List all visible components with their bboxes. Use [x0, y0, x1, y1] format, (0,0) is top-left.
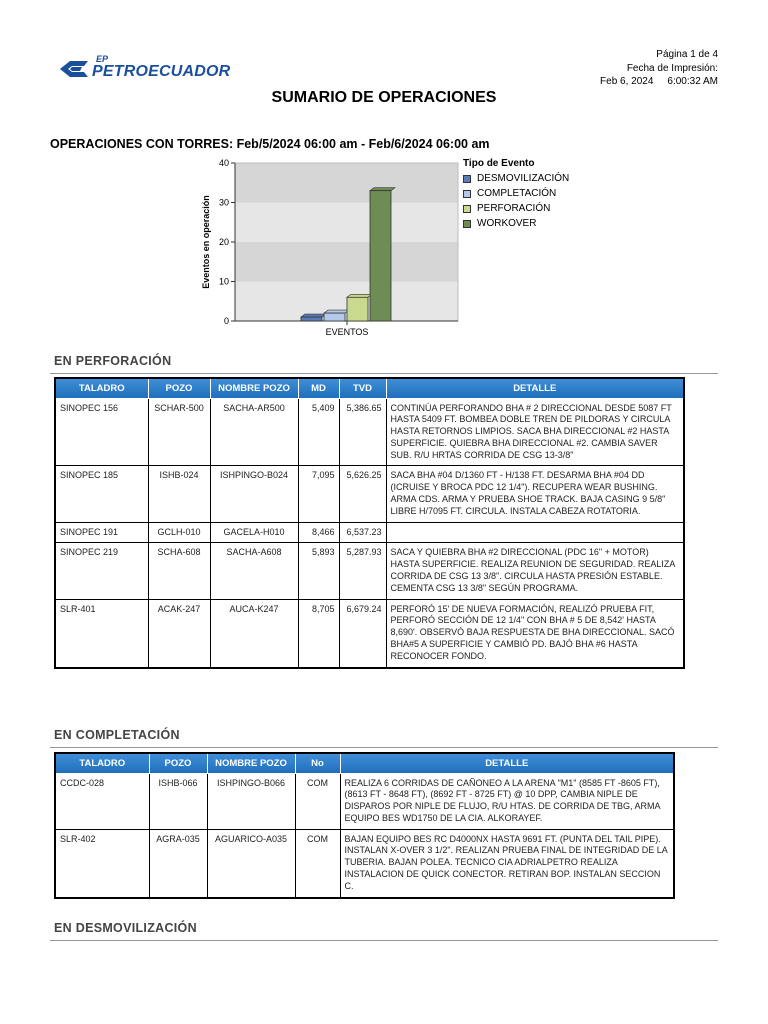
logo-icon [58, 58, 92, 80]
table-cell: 5,287.93 [339, 543, 386, 599]
table-cell: PERFORÓ 15' DE NUEVA FORMACIÓN, REALIZÓ PRUEBA FIT, PERFORÓ SECCIÓN DE 12 1/4" CON BHA # 5 DE 8,542' HASTA 8,690'. OBSERVÓ BAJA RESPUESTA DE BHA DIRECCIONAL. SACÓ BHA#5 A SUPERFICIE Y CAMBIÓ PD. BAJÓ BHA #6 HASTA RECONOCER FONDO. [386, 599, 684, 667]
table-row [55, 599, 684, 667]
chart-legend [463, 156, 569, 231]
section-divider [50, 747, 718, 748]
bar-top [324, 310, 349, 313]
bar-top [347, 294, 372, 297]
y-axis-label: Eventos en operación [201, 195, 211, 289]
y-tick-label: 10 [218, 276, 229, 287]
table-cell: COM [295, 829, 340, 897]
legend-item [463, 171, 569, 186]
petroecuador-logo [58, 54, 268, 86]
page-title: SUMARIO DE OPERACIONES [271, 89, 497, 106]
print-time: 6:00:32 AM [667, 76, 718, 87]
table-cell: SACHA-AR500 [210, 398, 298, 466]
table-cell: SINOPEC 191 [55, 522, 148, 543]
table-cell: 5,409 [298, 398, 339, 466]
print-info [600, 48, 718, 89]
column-header: POZO [148, 378, 210, 398]
table-cell: SACHA-A608 [210, 543, 298, 599]
table-cell [386, 522, 684, 543]
table-cell: 5,386.65 [339, 398, 386, 466]
events-chart-svg [195, 155, 465, 345]
bar-top [370, 188, 395, 191]
bar-2 [347, 297, 368, 321]
table-cell: SCHAR-500 [148, 398, 210, 466]
column-header: TALADRO [55, 753, 149, 773]
y-tick-label: 40 [218, 158, 229, 168]
table-cell: SCHA-608 [148, 543, 210, 599]
legend-label: WORKOVER [477, 218, 537, 229]
table-cell: 5,893 [298, 543, 339, 599]
table-cell: COM [295, 773, 340, 829]
column-header: NOMBRE POZO [207, 753, 295, 773]
page-number: Página 1 de 4 [656, 49, 718, 60]
table-cell: AGRA-035 [149, 829, 207, 897]
table-cell: SLR-402 [55, 829, 149, 897]
table-cell: 8,466 [298, 522, 339, 543]
legend-item [463, 216, 569, 231]
column-header: NOMBRE POZO [210, 378, 298, 398]
legend-item [463, 201, 569, 216]
table-cell: CONTINÚA PERFORANDO BHA # 2 DIRECCIONAL DESDE 5087 FT HASTA 5409 FT. BOMBEA DOBLE TREN DE PILDORAS Y CIRCULA HASTA RETORNOS LIMPIOS. SACA BHA DIRECCIONAL #2 HASTA SUPERFICIE. QUIEBRA BHA DIRECCIONAL #2. CAMBIA SAVER SUB. R/U HRTAS CORRIDA DE CSG 13-3/8" [386, 398, 684, 466]
legend-swatch [463, 205, 471, 213]
logo-name: PETROECUADOR [92, 63, 231, 80]
y-tick-label: 20 [218, 237, 229, 247]
legend-swatch [463, 220, 471, 228]
table-row [55, 466, 684, 522]
bar-3 [370, 191, 391, 321]
plot-band [235, 242, 458, 282]
operations-title: OPERACIONES CON TORRES: Feb/5/2024 06:00 am - Feb/6/2024 06:00 am [50, 137, 490, 151]
legend-label: COMPLETACIÓN [477, 188, 557, 199]
logo-prefix: EP [96, 54, 109, 64]
plot-band [235, 163, 458, 203]
section-desmovilizacion-title: EN DESMOVILIZACIÓN [54, 921, 197, 935]
table-cell: 6,679.24 [339, 599, 386, 667]
y-tick-label: 0 [223, 316, 229, 326]
print-label: Fecha de Impresión: [626, 62, 718, 74]
table-cell: SINOPEC 219 [55, 543, 148, 599]
table-cell: 6,537.23 [339, 522, 386, 543]
table-cell: ISHPINGO-B066 [207, 773, 295, 829]
legend-title: Tipo de Evento [463, 158, 535, 169]
table-cell: 5,626.25 [339, 466, 386, 522]
table-cell: REALIZA 6 CORRIDAS DE CAÑONEO A LA ARENA "M1" (8585 FT -8605 FT), (8613 FT - 8648 FT), (8692 FT - 8725 FT) @ 10 DPP, CAMBIA NIPLE DE DISPAROS POR NIPLE DE FLUJO, R/U HTAS. DE CORRIDA DE TBG, ARMA EQUIPO BES WD1750 DE LA CIA. ALKORAYEF. [340, 773, 674, 829]
table-cell: SACA BHA #04 D/1360 FT - H/138 FT. DESARMA BHA #04 DD (ICRUISE Y BROCA PDC 12 1/4"). RECUPERA WEAR BUSHING. ARMA CDS. ARMA Y PRUEBA SHOE TRACK. BAJA CASING 9 5/8" LIBRE H/7095 FT. CIRCULA. INSTALA CABEZA ROTATORIA. [386, 466, 684, 522]
table-row [55, 543, 684, 599]
table-cell: SACA Y QUIEBRA BHA #2 DIRECCIONAL (PDC 16" + MOTOR) HASTA SUPERFICIE. REALIZA REUNION DE SEGURIDAD. REALIZA CORRIDA DE CSG 13 3/8". CIRCULA HASTA PRESIÓN ESTABLE. CEMENTA CSG 13 3/8" SEGÚN PROGRAMA. [386, 543, 684, 599]
x-category-label: EVENTOS [325, 327, 369, 337]
table-cell: SINOPEC 156 [55, 398, 148, 466]
table-cell: SLR-401 [55, 599, 148, 667]
column-header: POZO [149, 753, 207, 773]
table-row [55, 829, 674, 897]
table-cell: 8,705 [298, 599, 339, 667]
table-cell: ISHPINGO-B024 [210, 466, 298, 522]
completacion-table [54, 752, 675, 899]
legend-label: PERFORACIÓN [477, 203, 551, 214]
print-date: Feb 6, 2024 [600, 76, 654, 87]
table-cell: ISHB-024 [148, 466, 210, 522]
plot-band [235, 203, 458, 243]
column-header: MD [298, 378, 339, 398]
events-chart [195, 155, 595, 345]
column-header: No [295, 753, 340, 773]
legend-item [463, 186, 569, 201]
legend-swatch [463, 190, 471, 198]
legend-swatch [463, 175, 471, 183]
table-cell: GACELA-H010 [210, 522, 298, 543]
section-completacion-title: EN COMPLETACIÓN [54, 728, 180, 742]
table-cell: AUCA-K247 [210, 599, 298, 667]
table-cell: CCDC-028 [55, 773, 149, 829]
bar-0 [301, 317, 322, 321]
y-tick-label: 30 [218, 197, 229, 208]
plot-band [235, 282, 458, 322]
section-divider [50, 373, 718, 374]
section-divider [50, 940, 718, 941]
table-cell: ISHB-066 [149, 773, 207, 829]
legend-label: DESMOVILIZACIÓN [477, 173, 570, 184]
table-cell: ACAK-247 [148, 599, 210, 667]
section-perforacion-title: EN PERFORACIÓN [54, 354, 172, 368]
table-row [55, 398, 684, 466]
bar-top [301, 314, 326, 317]
column-header: DETALLE [386, 378, 684, 398]
bar-1 [324, 313, 345, 321]
print-datetime [600, 75, 718, 89]
table-cell: AGUARICO-A035 [207, 829, 295, 897]
column-header: DETALLE [340, 753, 674, 773]
table-cell: 7,095 [298, 466, 339, 522]
column-header: TVD [339, 378, 386, 398]
table-cell: BAJAN EQUIPO BES RC D4000NX HASTA 9691 FT. (PUNTA DEL TAIL PIPE). INSTALAN X-OVER 3 1/2". REALIZAN PRUEBA FINAL DE INTEGRIDAD DE LA TUBERIA. BAJAN POLEA. TECNICO CIA ADRIALPETRO REALIZA INSTALACION DE QUICK CONECTOR. RETIRAN BOP. INSTALAN SECCION C. [340, 829, 674, 897]
table-row [55, 522, 684, 543]
table-cell: SINOPEC 185 [55, 466, 148, 522]
perforacion-table [54, 377, 685, 669]
column-header: TALADRO [55, 378, 148, 398]
table-cell: GCLH-010 [148, 522, 210, 543]
table-row [55, 773, 674, 829]
